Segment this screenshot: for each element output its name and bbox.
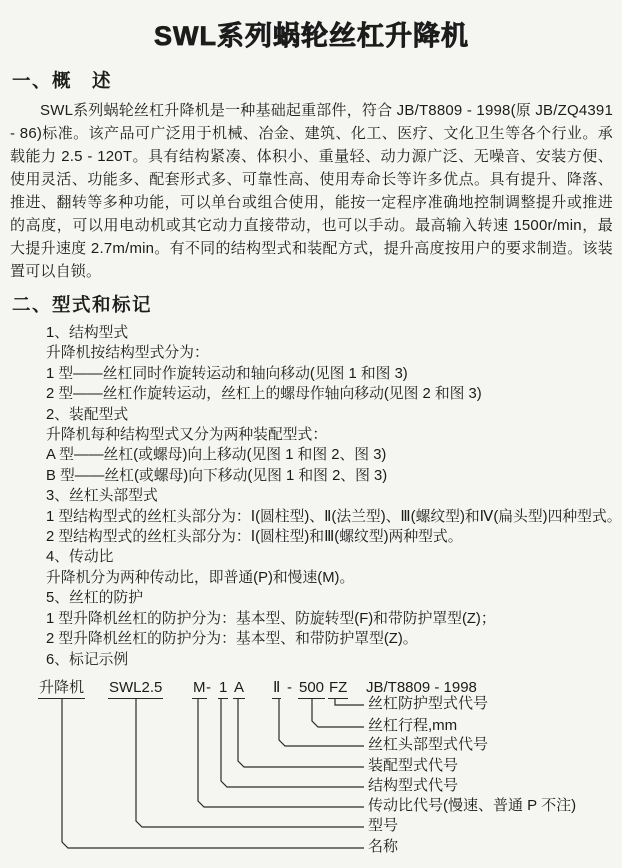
marking-token-structure: 1 [218, 678, 228, 699]
list-line: 2 型——丝杠作旋转运动，丝杠上的螺母作轴向移动(见图 2 和图 3) [46, 386, 482, 403]
section-types-heading: 二、型式和标记 [12, 294, 153, 315]
marking-label-head-type: 丝杠头部型式代号 [368, 735, 489, 753]
list-line: B 型——丝杠(或螺母)向下移动(见图 1 和图 2、图 3) [46, 467, 388, 484]
marking-label-name: 名称 [368, 837, 399, 855]
marking-token-protection: FZ [328, 678, 348, 699]
list-line-structure-type-heading: 1、结构型式 [46, 325, 129, 341]
marking-label-assembly: 装配型式代号 [368, 756, 459, 774]
marking-token-model: SWL2.5 [108, 678, 163, 699]
list-line-protection-heading: 5、丝杠的防护 [46, 590, 144, 607]
list-line: 升降机按结构型式分为： [46, 345, 209, 362]
marking-token-dash: - [287, 678, 292, 696]
leader-line-head-type [279, 699, 364, 746]
leader-lines-svg [10, 678, 613, 868]
marking-label-ratio: 传动比代号(慢速、普通 P 不注) [368, 796, 577, 814]
leader-line-ratio [198, 699, 364, 807]
marking-label-protection: 丝杠防护型式代号 [368, 694, 489, 712]
overview-paragraph: SWL系列蜗轮丝杠升降机是一种基础起重部件，符合 JB/T8809 - 1998(原 JB/ZQ4391 - 86)标准。该产品可广泛用于机械、冶金、建筑、化工、医疗、文化卫生等各个行业。承载能力 2.5 - 120T。具有结构紧凑、体积小、重量轻、动力源广泛、无噪音、安装方便、使用灵活、功能多、配套形式多、可靠性高、使用寿命长等许多优点。具有提升、降落、推进、翻转等多种功能，可以单台或组合使用，能按一定程序准确地控制调整提升或推进的高度，可以用电动机或其它动力直接带动，也可以手动。最高输入转速 1500r/min，最大提升速度 2.7m/min。有不同的结构型式和装配方式，提升高度按用户的要求制造。该装置可以自锁。 [10, 102, 614, 280]
leader-line-model [136, 699, 364, 827]
list-line: 升降机每种结构型式又分为两种装配型式： [46, 427, 328, 444]
list-line: 升降机分为两种传动比，即普通(P)和慢速(M)。 [46, 569, 355, 586]
list-line-marking-example-heading: 6、标记示例 [46, 651, 129, 668]
marking-token-ratio: M [192, 678, 207, 699]
list-line-ratio-heading: 4、传动比 [46, 549, 114, 566]
leader-line-structure [221, 699, 364, 787]
marking-token-standard: JB/T8809 - 1998 [366, 678, 477, 696]
marking-token-name: 升降机 [38, 678, 85, 699]
list-line: 2 型结构型式的丝杠头部分为：Ⅰ(圆柱型)和Ⅲ(螺纹型)两种型式。 [46, 529, 463, 546]
marking-token-travel: 500 [298, 678, 325, 699]
marking-token-dash: - [206, 678, 211, 696]
marking-label-model: 型号 [368, 816, 399, 834]
leader-line-travel [312, 699, 364, 727]
types-list [46, 323, 622, 670]
page-title: SWL系列蜗轮丝杠升降机 [154, 21, 469, 51]
section-overview-heading: 一、概 述 [12, 70, 113, 91]
list-line: 1 型结构型式的丝杠头部分为：Ⅰ(圆柱型)、Ⅱ(法兰型)、Ⅲ(螺纹型)和Ⅳ(扁头型)四种型式。 [46, 508, 622, 525]
marking-token-head-type: Ⅱ [272, 678, 281, 699]
leader-line-assembly [238, 699, 364, 767]
list-line-screw-head-heading: 3、丝杠头部型式 [46, 488, 158, 505]
leader-line-name [62, 699, 364, 848]
list-line: 1 型——丝杠同时作旋转运动和轴向移动(见图 1 和图 3) [46, 365, 408, 382]
leader-line-protection [335, 699, 364, 705]
list-line: A 型——丝杠(或螺母)向上移动(见图 1 和图 2、图 3) [46, 447, 387, 464]
list-line: 2 型升降机丝杠的防护分为：基本型、和带防护罩型(Z)。 [46, 631, 418, 648]
marking-example-diagram [10, 678, 613, 868]
marking-label-travel: 丝杠行程,mm [368, 716, 458, 734]
marking-token-assembly: A [233, 678, 245, 699]
list-line: 1 型升降机丝杠的防护分为：基本型、防旋转型(F)和带防护罩型(Z)； [46, 610, 496, 627]
list-line-assembly-type-heading: 2、装配型式 [46, 406, 129, 423]
marking-label-structure: 结构型式代号 [368, 776, 459, 794]
